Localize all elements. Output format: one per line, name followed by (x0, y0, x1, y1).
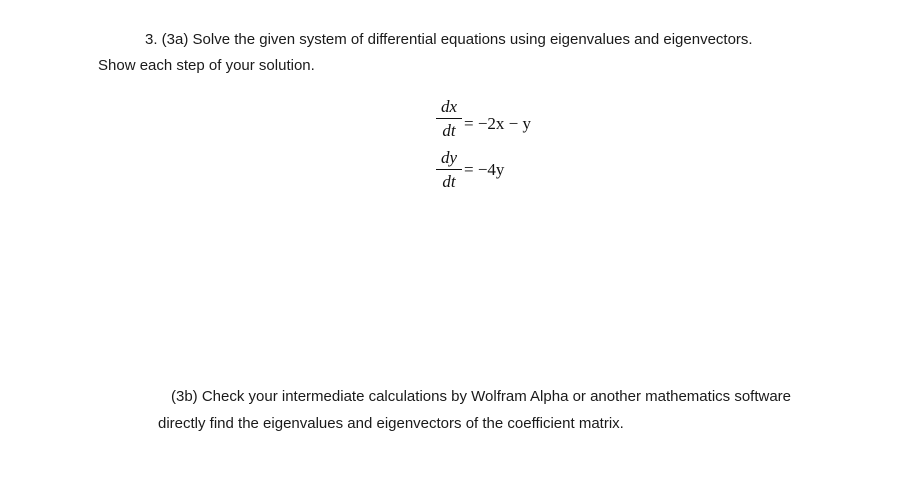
equation-1-fraction (436, 98, 462, 140)
question-3b-line-2: directly find the eigenvalues and eigenvectors of the coefficient matrix. (158, 415, 624, 432)
question-3b-line-1: (3b) Check your intermediate calculations by Wolfram Alpha or another mathematics software (171, 388, 792, 405)
equation-2-numerator: dy (440, 148, 458, 167)
equation-1-numerator: dx (440, 97, 458, 116)
equation-2-fraction (436, 149, 462, 191)
equation-2-denominator: dt (442, 172, 456, 191)
equation-2-fraction-bar (436, 169, 462, 170)
equation-2-rhs: = −4y (464, 160, 505, 179)
question-3a-line-1: 3. (3a) Solve the given system of differential equations using eigenvalues and eigenvectors. (145, 31, 753, 48)
question-3a-line-2: Show each step of your solution. (98, 57, 315, 74)
equation-1-rhs: = −2x − y (464, 114, 532, 133)
equation-1-fraction-bar (436, 118, 462, 119)
equation-1-denominator: dt (442, 121, 456, 140)
